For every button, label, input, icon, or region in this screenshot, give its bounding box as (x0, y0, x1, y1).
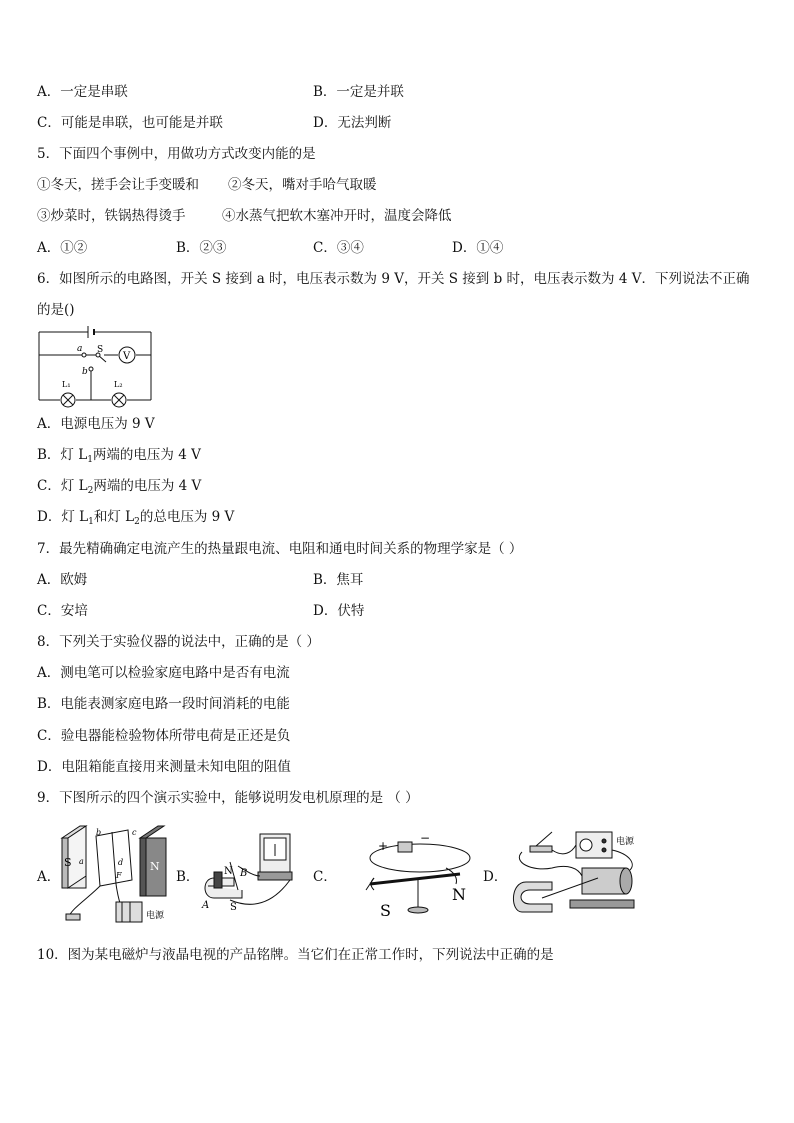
q9-option-c-label: C． (313, 869, 337, 885)
fig-b-b: B (240, 868, 248, 879)
fig-b-s: S (230, 902, 237, 913)
q5-item-4: ④水蒸气把软木塞冲开时，温度会降低 (222, 208, 452, 224)
q6-stem-line-1: 6．如图所示的电路图，开关 S 接到 a 时，电压表示数为 9 V，开关 S 接到 b 时，电压表示数为 4 V．下列说法不正确 (37, 271, 750, 287)
q9-option-b-label: B． (176, 869, 200, 885)
q8-stem: 8．下列关于实验仪器的说法中，正确的是（ ） (37, 634, 320, 650)
fig-a-s: S (64, 856, 72, 869)
q9-option-d-label: D． (483, 869, 508, 885)
battery-symbol (88, 326, 94, 338)
lamp-l1-symbol (61, 393, 75, 407)
fig-d-power-label: 电源 (616, 837, 635, 847)
fig-c-s: S (380, 901, 391, 920)
q5-option-a: A．①② (37, 240, 88, 256)
q8-option-d: D．电阻箱能直接用来测量未知电阻的阻值 (37, 759, 291, 775)
fig-a-c: c (132, 828, 137, 837)
q5-item-2: ②冬天，嘴对手哈气取暖 (228, 177, 377, 193)
fig-c-n: N (452, 885, 466, 904)
q7-option-d: D．伏特 (313, 603, 365, 619)
q6-option-d: D．灯 $L_1$和灯 $L_2$的总电压为 9 V (37, 509, 235, 527)
q8-option-b: B．电能表测家庭电路一段时间消耗的电能 (37, 696, 290, 712)
q4-option-d: D．无法判断 (313, 115, 392, 131)
q9-stem: 9．下图所示的四个演示实验中，能够说明发电机原理的是 （ ） (37, 790, 419, 806)
q7-stem: 7．最先精确确定电流产生的热量跟电流、电阻和通电时间关系的物理学家是（ ） (37, 541, 523, 557)
q9-figure-a (56, 820, 176, 928)
battery-cell (398, 842, 412, 852)
fig-b-n: N (224, 866, 233, 877)
q9-figure-b (194, 832, 306, 914)
q6-option-b: B．灯 $L_1$两端的电压为 4 V (37, 447, 201, 465)
terminal-b (89, 367, 93, 371)
fig-a-power-label: 电源 (146, 911, 165, 921)
terminal-a (82, 353, 86, 357)
fig-b-a: A (202, 900, 210, 911)
label-s: S (97, 345, 104, 355)
q9-figure-c (360, 828, 475, 926)
q7-option-c: C．安培 (37, 603, 88, 619)
fig-c-plus: + (378, 839, 389, 853)
battery-pack (116, 902, 142, 922)
q6-circuit-diagram (36, 322, 154, 412)
fig-c-minus: − (420, 831, 431, 845)
q5-item-1: ①冬天，搓手会让手变暖和 (37, 177, 199, 193)
q4-option-a: A．一定是串联 (37, 84, 128, 100)
q10-stem: 10．图为某电磁炉与液晶电视的产品铭牌。当它们在正常工作时，下列说法中正确的是 (37, 947, 554, 963)
q6-option-c: C．灯 $L_2$两端的电压为 4 V (37, 478, 202, 496)
fig-a-f: F (116, 871, 122, 880)
label-b: b (82, 367, 88, 377)
fig-a-b: b (96, 828, 102, 837)
label-a: a (77, 344, 83, 354)
voltmeter-label: V (123, 351, 131, 362)
fig-a-n: N (150, 860, 160, 873)
lamp-l2-symbol (112, 393, 126, 407)
q7-option-b: B．焦耳 (313, 572, 364, 588)
q4-option-b: B．一定是并联 (313, 84, 404, 100)
q8-option-c: C．验电器能检验物体所带电荷是正还是负 (37, 728, 291, 744)
q7-option-a: A．欧姆 (37, 572, 88, 588)
q5-stem: 5．下面四个事例中，用做功方式改变内能的是 (37, 146, 316, 162)
q8-option-a: A．测电笔可以检验家庭电路中是否有电流 (37, 665, 290, 681)
label-l2: L₂ (114, 380, 123, 389)
q6-stem-line-2: 的是() (37, 302, 75, 318)
fig-a-a: a (79, 857, 84, 866)
q6-option-a: A．电源电压为 9 V (37, 416, 155, 432)
q5-item-3: ③炒菜时，铁锅热得烫手 (37, 208, 186, 224)
q5-option-b: B．②③ (176, 240, 227, 256)
label-l1: L₁ (62, 380, 71, 389)
q9-option-a-label: A． (37, 869, 61, 885)
q9-figure-d (512, 828, 642, 924)
q5-option-c: C．③④ (313, 240, 364, 256)
q4-option-c: C．可能是串联，也可能是并联 (37, 115, 223, 131)
q5-option-d: D．①④ (452, 240, 504, 256)
fig-a-d: d (118, 858, 124, 867)
